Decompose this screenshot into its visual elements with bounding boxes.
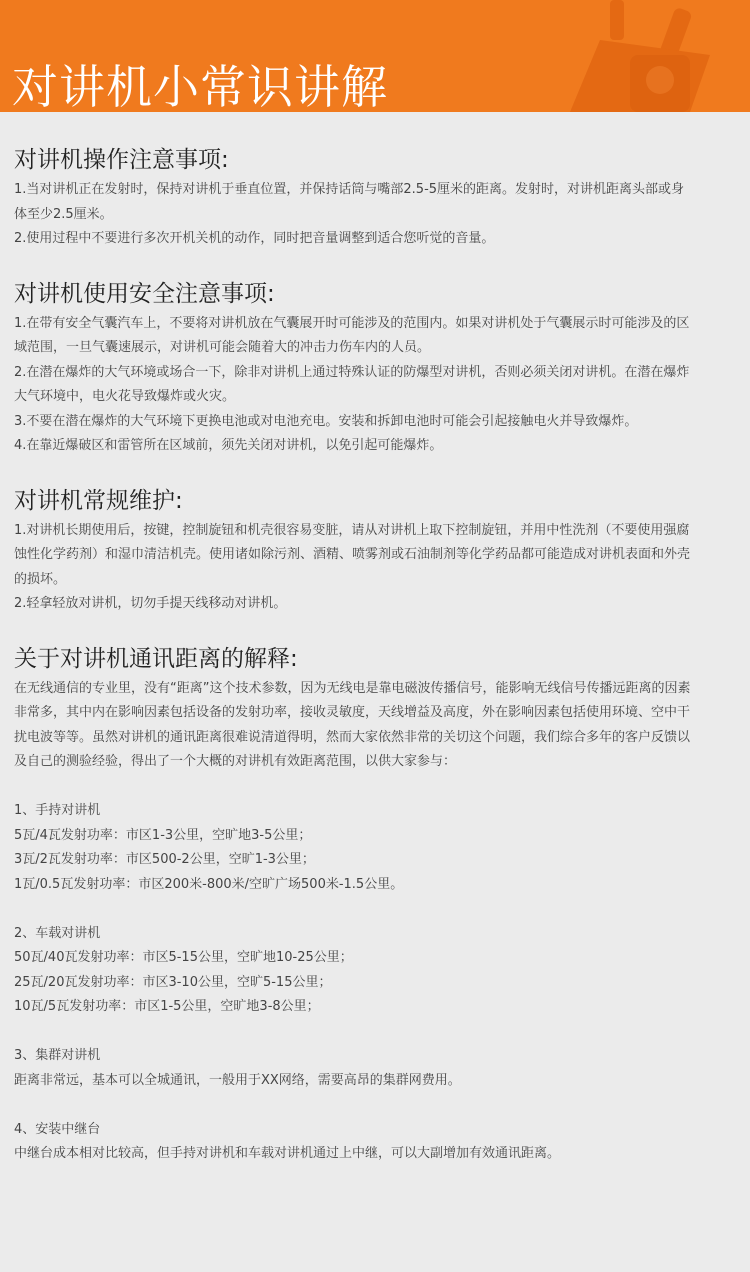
- section-title: 关于对讲机通讯距离的解释:: [14, 645, 298, 672]
- spacer: [14, 775, 736, 800]
- page-title: 对讲机小常识讲解: [12, 59, 388, 112]
- list-item: 50瓦/40瓦发射功率：市区5-15公里，空旷地10-25公里；: [14, 950, 353, 965]
- paragraph: 2.使用过程中不要进行多次开机关机的动作，同时把音量调整到适合您听觉的音量。: [14, 231, 495, 246]
- paragraph: 2.轻拿轻放对讲机，切勿手提天线移动对讲机。: [14, 596, 287, 611]
- content-area: [0, 112, 750, 1167]
- list-item: 10瓦/5瓦发射功率：市区1-5公里，空旷地3-8公里；: [14, 999, 320, 1014]
- list-item: 1瓦/0.5瓦发射功率：市区200米-800米/空旷广场500米-1.5公里。: [14, 876, 404, 892]
- paragraph: 1.在带有安全气囊汽车上，不要将对讲机放在气囊展开时可能涉及的范围内。如果对讲机处于气囊展示时可能涉及的区域范围，一旦气囊速展示，对讲机可能会随着大的冲击力伤车内的人员。: [14, 315, 690, 355]
- section-maintenance: [14, 485, 736, 617]
- spacer: [14, 1093, 736, 1118]
- list-heading: 3、集群对讲机: [14, 1048, 101, 1063]
- paragraph: 1.当对讲机正在发射时，保持对讲机于垂直位置，并保持话筒与嘴部2.5-5厘米的距离。发射时，对讲机距离头部或身体至少2.5厘米。: [14, 182, 685, 222]
- section-operation: [14, 144, 736, 252]
- section-safety: [14, 278, 736, 459]
- walkie-talkie-icon: [450, 0, 750, 112]
- spacer: [14, 897, 736, 922]
- section-title: 对讲机常规维护:: [14, 487, 183, 514]
- paragraph: 1.对讲机长期使用后，按键，控制旋钮和机壳很容易变脏，请从对讲机上取下控制旋钮，并用中性洗剂（不要使用强腐蚀性化学药剂）和湿巾清洁机壳。使用诸如除污剂、酒精、喷雾剂或石油制剂等化学药品都可能造成对讲机表面和外壳的损坏。: [14, 522, 691, 587]
- list-heading: 2、车载对讲机: [14, 925, 101, 941]
- list-item: 距离非常远，基本可以全城通讯，一般用于XX网络，需要高昂的集群网费用。: [14, 1072, 461, 1088]
- list-item: 中继台成本相对比较高，但手持对讲机和车载对讲机通过上中继，可以大副增加有效通讯距离。: [14, 1146, 561, 1161]
- paragraph: 3.不要在潜在爆炸的大气环境下更换电池或对电池充电。安装和拆卸电池时可能会引起接触电火并导致爆炸。: [14, 413, 638, 429]
- list-heading: 4、安装中继台: [14, 1121, 101, 1137]
- paragraph: 在无线通信的专业里，没有“距离”这个技术参数，因为无线电是靠电磁波传播信号，能影响无线信号传播远距离的因素非常多，其中内在影响因素包括设备的发射功率，接收灵敏度，天线增益及高度，外在影响因素包括使用环境、空中干扰电波等等。虽然对讲机的通讯距离很难说清道得明，然而大家依然非常的关切这个问题，我们综合多年的客户反馈以及自己的测验经验，得出了一个大概的对讲机有效距离范围，以供大家参与：: [14, 680, 691, 769]
- section-distance: [14, 643, 736, 1167]
- spacer: [14, 1020, 736, 1045]
- list-item: 25瓦/20瓦发射功率：市区3-10公里，空旷5-15公里；: [14, 974, 332, 990]
- paragraph: 4.在靠近爆破区和雷管所在区域前，须先关闭对讲机，以免引起可能爆炸。: [14, 438, 443, 453]
- list-item: 5瓦/4瓦发射功率：市区1-3公里，空旷地3-5公里；: [14, 827, 312, 843]
- list-item: 3瓦/2瓦发射功率：市区500-2公里，空旷1-3公里；: [14, 852, 315, 867]
- section-title: 对讲机操作注意事项:: [14, 147, 229, 173]
- paragraph: 2.在潜在爆炸的大气环境或场合一下，除非对讲机上通过特殊认证的防爆型对讲机，否则必须关闭对讲机。在潜在爆炸大气环境中，电火花导致爆炸或火灾。: [14, 364, 690, 404]
- section-title: 对讲机使用安全注意事项:: [14, 280, 275, 307]
- list-heading: 1、手持对讲机: [14, 803, 101, 818]
- header-banner: [0, 0, 750, 112]
